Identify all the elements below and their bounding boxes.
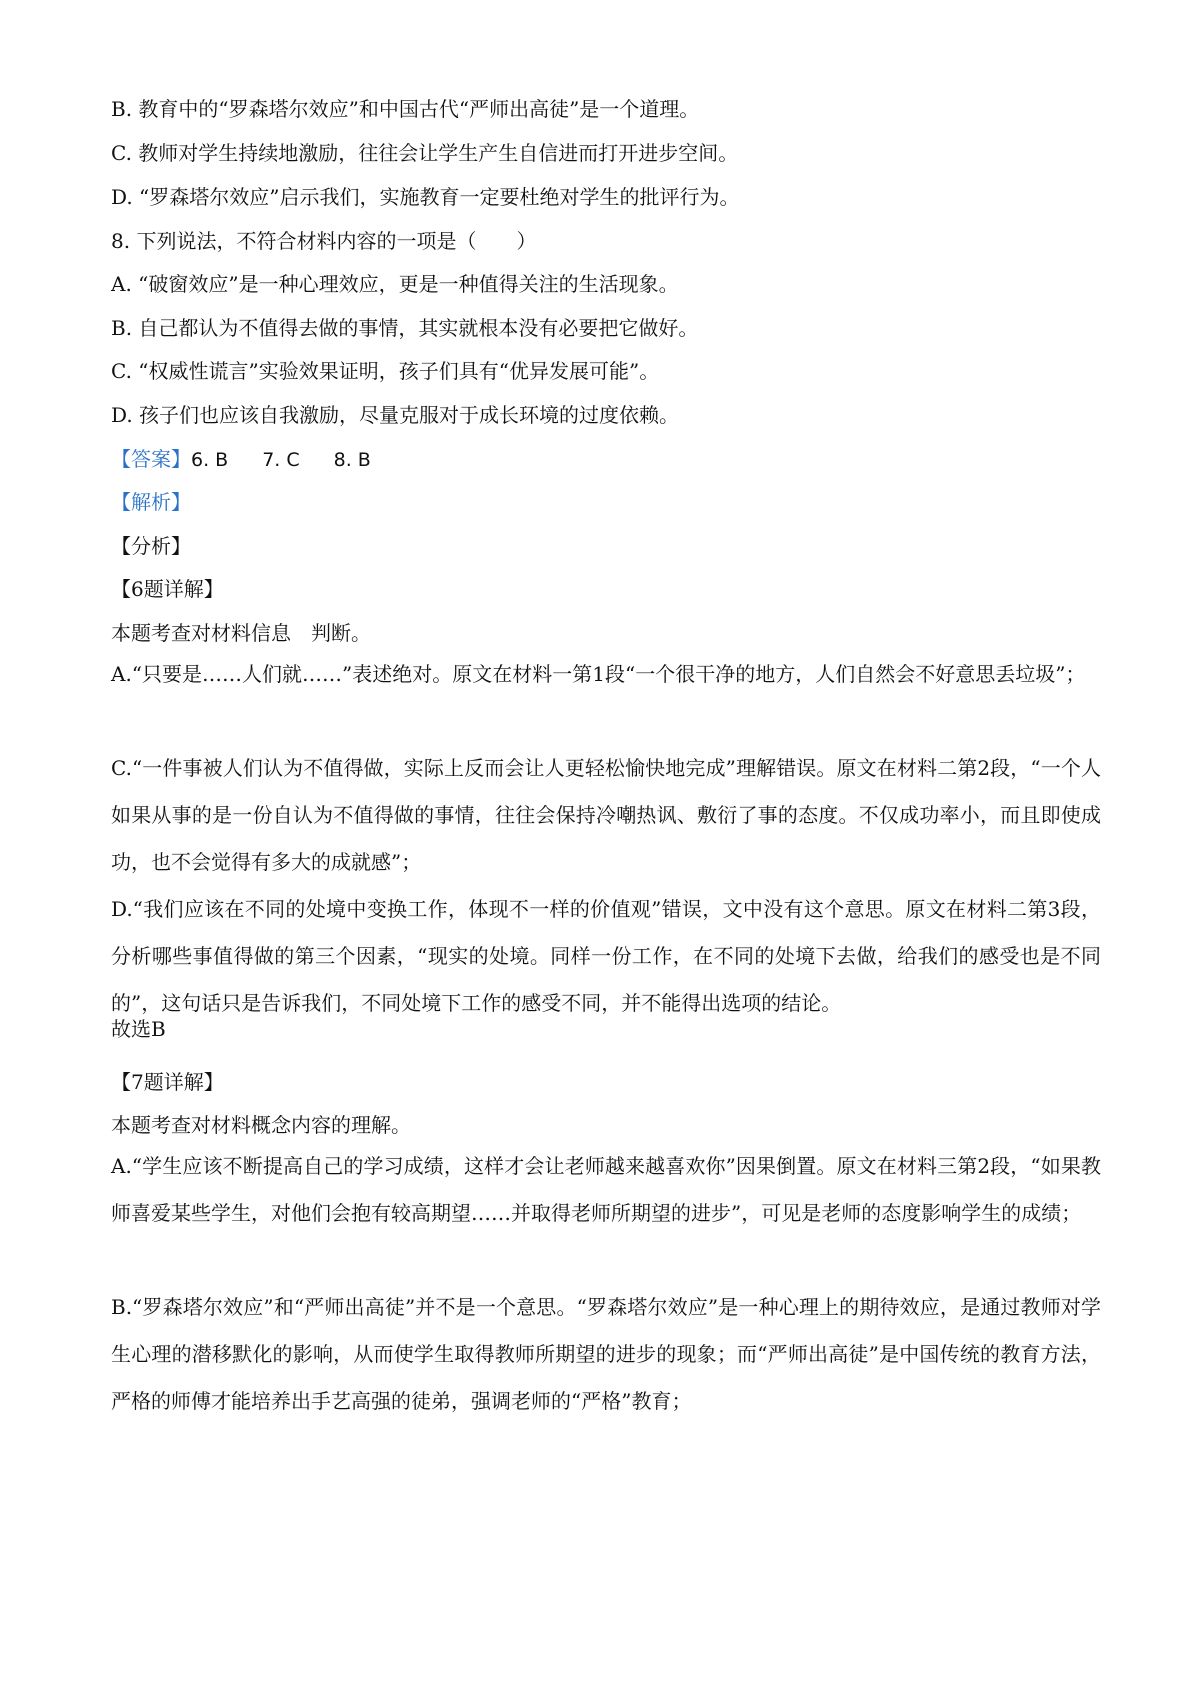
q8-option-b: B. 自己都认为不值得去做的事情，其实就根本没有必要把它做好。 <box>111 316 699 340</box>
answer-item: 6. B <box>191 449 229 471</box>
q7-option-a-analysis: A.“学生应该不断提高自己的学习成绩，这样才会让老师越来越喜欢你”因果倒置。原文在材料三第2段，“如果教师喜爱某些学生，对他们会抱有较高期望……并取得老师所期望的进步”，可见是老师的态度影响学生的成绩； <box>111 1154 1101 1225</box>
answer-tag: 【答案】 <box>111 447 191 471</box>
answer-line <box>111 445 1101 474</box>
q7-option-b: B. 教育中的“罗森塔尔效应”和中国古代“严师出高徒”是一个道理。 <box>111 97 700 121</box>
q6-heading: 【6题详解】 <box>111 577 224 601</box>
q7-option-c: C. 教师对学生持续地激励，往往会让学生产生自信进而打开进步空间。 <box>111 141 739 165</box>
q7-option-b-analysis: B.“罗森塔尔效应”和“严师出高徒”并不是一个意思。“罗森塔尔效应”是一种心理上的期待效应，是通过教师对学生心理的潜移默化的影响，从而使学生取得教师所期望的进步的现象；而“严师出高徒”是中国传统的教育方法，严格的师傅才能培养出手艺高强的徒弟，强调老师的“严格”教育； <box>111 1295 1101 1413</box>
q8-option-c: C. “权威性谎言”实验效果证明，孩子们具有“优异发展可能”。 <box>111 359 660 383</box>
q8-stem: 8. 下列说法，不符合材料内容的一项是（ ） <box>111 229 537 253</box>
q7-intro: 本题考查对材料概念内容的理解。 <box>111 1113 411 1137</box>
analysis-tag: 【解析】 <box>111 490 191 514</box>
q6-option-c-analysis: C.“一件事被人们认为不值得做，实际上反而会让人更轻松愉快地完成”理解错误。原文在材料二第2段，“一个人如果从事的是一份自认为不值得做的事情，往往会保持冷嘲热讽、敷衍了事的态度。不仅成功率小，而且即使成功，也不会觉得有多大的成就感”； <box>111 756 1101 874</box>
q7-option-d: D. “罗森塔尔效应”启示我们，实施教育一定要杜绝对学生的批评行为。 <box>111 185 740 209</box>
fenxi-heading: 【分析】 <box>111 534 191 558</box>
q6-intro: 本题考查对材料信息 判断。 <box>111 621 371 645</box>
q8-option-a: A. “破窗效应”是一种心理效应，更是一种值得关注的生活现象。 <box>111 272 679 296</box>
q6-option-a-analysis: A.“只要是……人们就……”表述绝对。原文在材料一第1段“一个很干净的地方，人们自然会不好意思丢垃圾”； <box>111 662 1086 686</box>
q7-heading: 【7题详解】 <box>111 1070 224 1094</box>
answer-item: 8. B <box>333 449 371 471</box>
q6-conclusion: 故选B <box>111 1017 166 1041</box>
q8-option-d: D. 孩子们也应该自我激励，尽量克服对于成长环境的过度依赖。 <box>111 403 680 427</box>
answer-item: 7. C <box>262 449 300 471</box>
q6-option-d-analysis: D.“我们应该在不同的处境中变换工作，体现不一样的价值观”错误，文中没有这个意思。原文在材料二第3段，分析哪些事值得做的第三个因素，“现实的处境。同样一份工作，在不同的处境下去做，给我们的感受也是不同的”，这句话只是告诉我们，不同处境下工作的感受不同，并不能得出选项的结论。 <box>111 897 1101 1015</box>
